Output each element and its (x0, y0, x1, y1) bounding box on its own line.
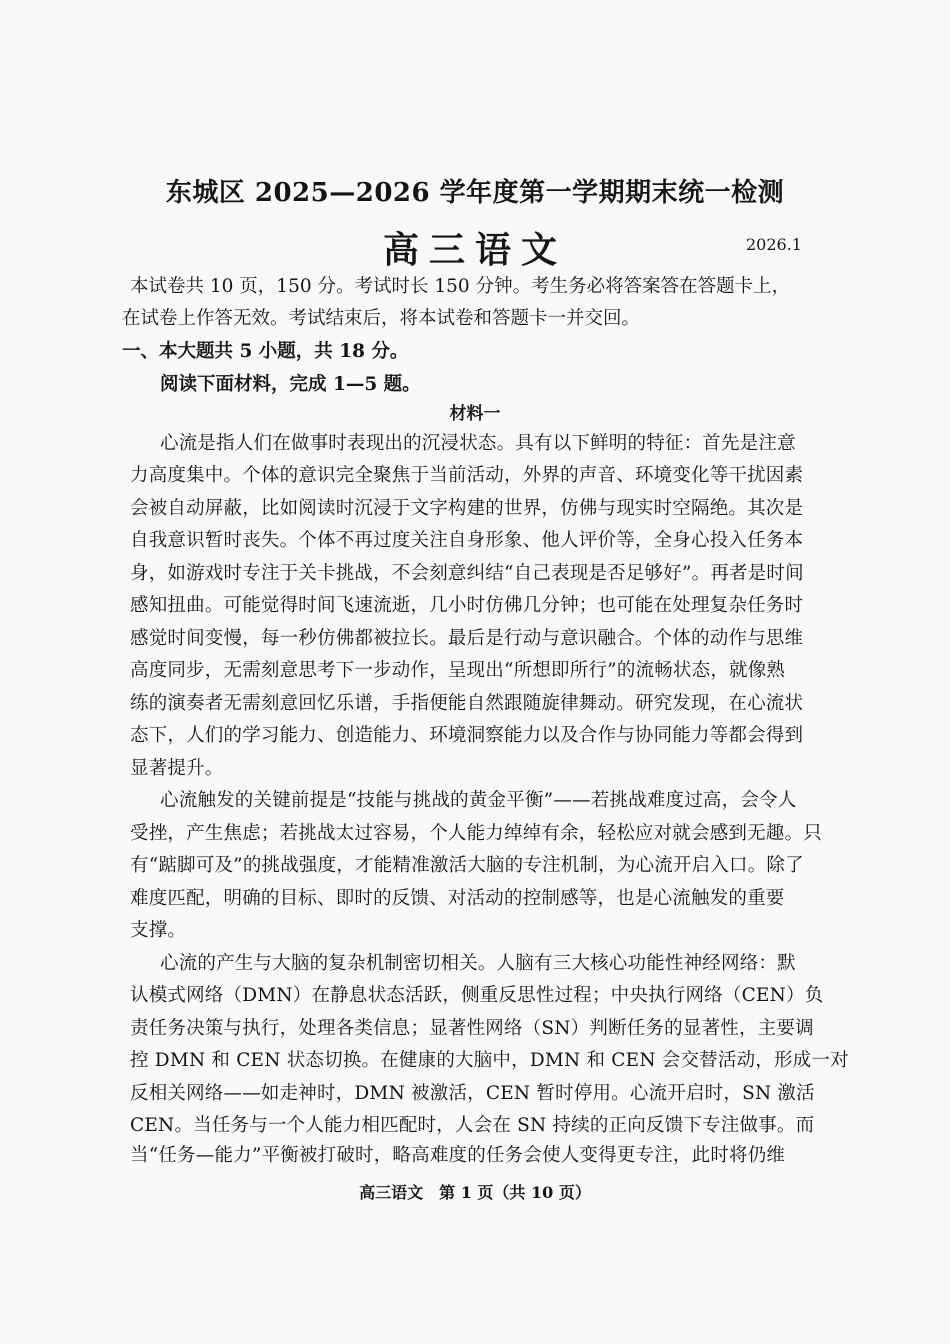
body-line: 责任务决策与执行，处理各类信息；显著性网络（SN）判断任务的显著性，主要调 (130, 1018, 814, 1039)
body-line: 认模式网络（DMN）在静息状态活跃，侧重反思性过程；中央执行网络（CEN）负 (130, 985, 824, 1006)
body-line: 感知扭曲。可能觉得时间飞速流逝，几小时仿佛几分钟；也可能在处理复杂任务时 (130, 595, 804, 616)
material-title: 材料一 (449, 404, 501, 424)
section-heading: 一、本大题共 5 小题，共 18 分。 (122, 341, 409, 362)
exam-title: 东城区 2025—2026 学年度第一学期期末统一检测 (165, 178, 785, 208)
body-line: 自我意识暂时丧失。个体不再过度关注自身形象、他人评价等，全身心投入任务本 (130, 530, 804, 551)
exam-date: 2026.1 (746, 235, 802, 254)
body-line: CEN。当任务与一个人能力相匹配时，人会在 SN 持续的正向反馈下专注做事。而 (130, 1115, 815, 1136)
body-line: 感觉时间变慢，每一秒仿佛都被拉长。最后是行动与意识融合。个体的动作与思维 (130, 628, 804, 649)
body-line: 支撑。 (130, 920, 187, 941)
body-line: 心流的产生与大脑的复杂机制密切相关。人脑有三大核心功能性神经网络：默 (160, 953, 796, 974)
body-line: 会被自动屏蔽，比如阅读时沉浸于文字构建的世界，仿佛与现实时空隔绝。其次是 (130, 498, 804, 519)
body-line: 反相关网络——如走神时，DMN 被激活，CEN 暂时停用。心流开启时，SN 激活 (130, 1083, 815, 1104)
body-line: 练的演奏者无需刻意回忆乐谱，手指便能自然跟随旋律舞动。研究发现，在心流状 (130, 693, 804, 714)
instructions-line-1: 本试卷共 10 页，150 分。考试时长 150 分钟。考生务必将答案答在答题卡上， (130, 276, 791, 297)
body-line: 当“任务—能力”平衡被打破时，略高难度的任务会使人变得更专注，此时将仍维 (130, 1145, 786, 1166)
body-line: 心流触发的关键前提是“技能与挑战的黄金平衡”——若挑战难度过高，会令人 (160, 790, 797, 811)
body-line: 有“踮脚可及”的挑战强度，才能精准激活大脑的专注机制，为心流开启入口。除了 (130, 855, 804, 876)
page-footer: 高三语文 第 1 页（共 10 页） (359, 1183, 591, 1202)
instructions-line-2: 在试卷上作答无效。考试结束后，将本试卷和答题卡一并交回。 (122, 308, 641, 329)
body-line: 难度匹配，明确的目标、即时的反馈、对活动的控制感等，也是心流触发的重要 (130, 888, 785, 909)
body-line: 显著提升。 (130, 758, 224, 779)
body-line: 受挫，产生焦虑；若挑战太过容易，个人能力绰绰有余，轻松应对就会感到无趣。只 (130, 823, 822, 844)
body-line: 心流是指人们在做事时表现出的沉浸状态。具有以下鲜明的特征：首先是注意 (160, 433, 796, 454)
body-line: 控 DMN 和 CEN 状态切换。在健康的大脑中，DMN 和 CEN 会交替活动，形成一对 (130, 1050, 849, 1071)
body-line: 身，如游戏时专注于关卡挑战，不会刻意纠结“自己表现是否足够好”。再者是时间 (130, 563, 804, 584)
subject-title: 高三语文 (382, 229, 567, 271)
reading-prompt: 阅读下面材料，完成 1—5 题。 (160, 374, 421, 395)
body-line: 态下，人们的学习能力、创造能力、环境洞察能力以及合作与协同能力等都会得到 (130, 725, 804, 746)
body-line: 力高度集中。个体的意识完全聚焦于当前活动，外界的声音、环境变化等干扰因素 (130, 465, 804, 486)
body-line: 高度同步，无需刻意思考下一步动作，呈现出“所想即所行”的流畅状态，就像熟 (130, 660, 786, 681)
